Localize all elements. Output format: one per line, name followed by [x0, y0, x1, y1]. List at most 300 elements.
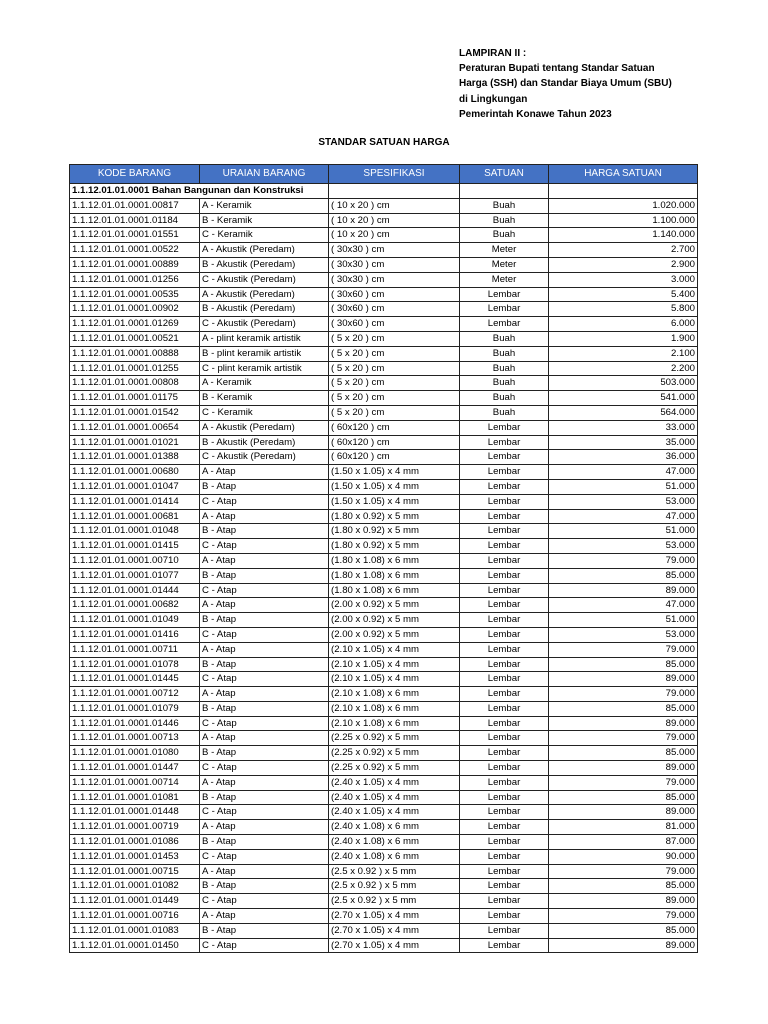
- col-kode-barang: KODE BARANG: [70, 165, 200, 184]
- satuan-cell: Lembar: [460, 909, 549, 924]
- uraian-barang-cell: B - Atap: [200, 613, 329, 628]
- spesifikasi-cell: (2.25 x 0.92) x 5 mm: [329, 731, 460, 746]
- kode-barang-cell: 1.1.12.01.01.0001.00808: [70, 376, 200, 391]
- table-row: [70, 450, 698, 465]
- uraian-barang-cell: A - Atap: [200, 687, 329, 702]
- table-row: [70, 746, 698, 761]
- kode-barang-cell: 1.1.12.01.01.0001.01542: [70, 405, 200, 420]
- spesifikasi-cell: (2.40 x 1.05) x 4 mm: [329, 805, 460, 820]
- satuan-cell: Lembar: [460, 731, 549, 746]
- harga-satuan-cell: 51.000: [549, 524, 698, 539]
- spesifikasi-cell: ( 10 x 20 ) cm: [329, 213, 460, 228]
- kode-barang-cell: 1.1.12.01.01.0001.01255: [70, 361, 200, 376]
- kode-barang-cell: 1.1.12.01.01.0001.00521: [70, 331, 200, 346]
- kode-barang-cell: 1.1.12.01.01.0001.00715: [70, 864, 200, 879]
- harga-satuan-cell: 85.000: [549, 746, 698, 761]
- satuan-cell: Lembar: [460, 938, 549, 953]
- kode-barang-cell: 1.1.12.01.01.0001.01049: [70, 613, 200, 628]
- uraian-barang-cell: C - Atap: [200, 494, 329, 509]
- spesifikasi-cell: (2.10 x 1.08) x 6 mm: [329, 716, 460, 731]
- satuan-cell: Buah: [460, 391, 549, 406]
- satuan-cell: Meter: [460, 257, 549, 272]
- kode-barang-cell: 1.1.12.01.01.0001.00681: [70, 509, 200, 524]
- uraian-barang-cell: C - Atap: [200, 805, 329, 820]
- uraian-barang-cell: C - Atap: [200, 849, 329, 864]
- spesifikasi-cell: (2.10 x 1.08) x 6 mm: [329, 687, 460, 702]
- harga-satuan-cell: 85.000: [549, 879, 698, 894]
- spesifikasi-cell: (2.70 x 1.05) x 4 mm: [329, 909, 460, 924]
- table-row: [70, 775, 698, 790]
- satuan-cell: Lembar: [460, 524, 549, 539]
- uraian-barang-cell: C - Akustik (Peredam): [200, 450, 329, 465]
- harga-satuan-cell: 36.000: [549, 450, 698, 465]
- spesifikasi-cell: (2.5 x 0.92 ) x 5 mm: [329, 894, 460, 909]
- uraian-barang-cell: A - Keramik: [200, 376, 329, 391]
- regulation-line-1: Peraturan Bupati tentang Standar Satuan: [459, 63, 655, 75]
- harga-satuan-cell: 89.000: [549, 583, 698, 598]
- table-row: [70, 213, 698, 228]
- uraian-barang-cell: A - Atap: [200, 465, 329, 480]
- harga-satuan-cell: 79.000: [549, 864, 698, 879]
- spesifikasi-cell: (2.5 x 0.92 ) x 5 mm: [329, 879, 460, 894]
- harga-satuan-cell: 79.000: [549, 909, 698, 924]
- kode-barang-cell: 1.1.12.01.01.0001.01448: [70, 805, 200, 820]
- kode-barang-cell: 1.1.12.01.01.0001.00680: [70, 465, 200, 480]
- harga-satuan-cell: 85.000: [549, 568, 698, 583]
- harga-satuan-cell: 89.000: [549, 894, 698, 909]
- harga-satuan-cell: 79.000: [549, 731, 698, 746]
- uraian-barang-cell: A - Atap: [200, 909, 329, 924]
- uraian-barang-cell: C - plint keramik artistik: [200, 361, 329, 376]
- kode-barang-cell: 1.1.12.01.01.0001.01077: [70, 568, 200, 583]
- table-row: [70, 287, 698, 302]
- table-row: [70, 583, 698, 598]
- table-row: [70, 435, 698, 450]
- satuan-cell: Buah: [460, 213, 549, 228]
- harga-satuan-cell: 47.000: [549, 465, 698, 480]
- table-row: [70, 657, 698, 672]
- satuan-cell: Lembar: [460, 435, 549, 450]
- uraian-barang-cell: A - Atap: [200, 598, 329, 613]
- table-row: [70, 361, 698, 376]
- table-row: [70, 701, 698, 716]
- page-title: STANDAR SATUAN HARGA: [318, 137, 450, 148]
- satuan-cell: Meter: [460, 243, 549, 258]
- uraian-barang-cell: B - Atap: [200, 568, 329, 583]
- spesifikasi-cell: (1.50 x 1.05) x 4 mm: [329, 479, 460, 494]
- table-row: [70, 494, 698, 509]
- spesifikasi-cell: ( 30x30 ) cm: [329, 243, 460, 258]
- spesifikasi-cell: (2.40 x 1.08) x 6 mm: [329, 820, 460, 835]
- harga-satuan-cell: 53.000: [549, 627, 698, 642]
- spesifikasi-cell: ( 5 x 20 ) cm: [329, 391, 460, 406]
- harga-satuan-cell: 541.000: [549, 391, 698, 406]
- satuan-cell: Lembar: [460, 805, 549, 820]
- satuan-cell: Lembar: [460, 790, 549, 805]
- uraian-barang-cell: C - Akustik (Peredam): [200, 317, 329, 332]
- spesifikasi-cell: (1.50 x 1.05) x 4 mm: [329, 465, 460, 480]
- satuan-cell: Lembar: [460, 509, 549, 524]
- table-row: [70, 257, 698, 272]
- kode-barang-cell: 1.1.12.01.01.0001.01256: [70, 272, 200, 287]
- uraian-barang-cell: A - plint keramik artistik: [200, 331, 329, 346]
- uraian-barang-cell: B - Atap: [200, 524, 329, 539]
- kode-barang-cell: 1.1.12.01.01.0001.01453: [70, 849, 200, 864]
- kode-barang-cell: 1.1.12.01.01.0001.01446: [70, 716, 200, 731]
- spesifikasi-cell: ( 5 x 20 ) cm: [329, 376, 460, 391]
- uraian-barang-cell: A - Atap: [200, 864, 329, 879]
- harga-satuan-cell: 89.000: [549, 761, 698, 776]
- spesifikasi-cell: (2.10 x 1.08) x 6 mm: [329, 701, 460, 716]
- satuan-cell: Lembar: [460, 583, 549, 598]
- spesifikasi-cell: ( 30x60 ) cm: [329, 317, 460, 332]
- harga-satuan-cell: 87.000: [549, 835, 698, 850]
- group-empty-cell: [329, 184, 460, 199]
- harga-satuan-cell: 51.000: [549, 613, 698, 628]
- harga-satuan-cell: 47.000: [549, 598, 698, 613]
- satuan-cell: Lembar: [460, 302, 549, 317]
- harga-satuan-cell: 53.000: [549, 539, 698, 554]
- satuan-cell: Lembar: [460, 598, 549, 613]
- satuan-cell: Buah: [460, 198, 549, 213]
- harga-satuan-cell: 6.000: [549, 317, 698, 332]
- satuan-cell: Lembar: [460, 761, 549, 776]
- table-row: [70, 731, 698, 746]
- harga-satuan-cell: 1.020.000: [549, 198, 698, 213]
- harga-satuan-cell: 89.000: [549, 805, 698, 820]
- table-row: [70, 568, 698, 583]
- harga-satuan-cell: 85.000: [549, 923, 698, 938]
- harga-satuan-cell: 79.000: [549, 775, 698, 790]
- satuan-cell: Lembar: [460, 701, 549, 716]
- table-row: [70, 909, 698, 924]
- uraian-barang-cell: B - Akustik (Peredam): [200, 435, 329, 450]
- kode-barang-cell: 1.1.12.01.01.0001.01048: [70, 524, 200, 539]
- group-label: 1.1.12.01.01.0001 Bahan Bangunan dan Konstruksi: [70, 184, 329, 199]
- table-row: [70, 879, 698, 894]
- kode-barang-cell: 1.1.12.01.01.0001.01445: [70, 672, 200, 687]
- col-harga-satuan: HARGA SATUAN: [549, 165, 698, 184]
- spesifikasi-cell: ( 5 x 20 ) cm: [329, 346, 460, 361]
- satuan-cell: Buah: [460, 228, 549, 243]
- spesifikasi-cell: (2.40 x 1.05) x 4 mm: [329, 775, 460, 790]
- kode-barang-cell: 1.1.12.01.01.0001.00682: [70, 598, 200, 613]
- kode-barang-cell: 1.1.12.01.01.0001.00712: [70, 687, 200, 702]
- harga-satuan-cell: 51.000: [549, 479, 698, 494]
- table-row: [70, 228, 698, 243]
- spesifikasi-cell: ( 30x30 ) cm: [329, 257, 460, 272]
- satuan-cell: Lembar: [460, 479, 549, 494]
- satuan-cell: Lembar: [460, 317, 549, 332]
- spesifikasi-cell: (2.10 x 1.05) x 4 mm: [329, 642, 460, 657]
- harga-satuan-cell: 79.000: [549, 687, 698, 702]
- kode-barang-cell: 1.1.12.01.01.0001.01269: [70, 317, 200, 332]
- satuan-cell: Lembar: [460, 420, 549, 435]
- uraian-barang-cell: C - Atap: [200, 938, 329, 953]
- uraian-barang-cell: A - Akustik (Peredam): [200, 243, 329, 258]
- spesifikasi-cell: (2.40 x 1.08) x 6 mm: [329, 849, 460, 864]
- spesifikasi-cell: (2.5 x 0.92 ) x 5 mm: [329, 864, 460, 879]
- spesifikasi-cell: (2.25 x 0.92) x 5 mm: [329, 746, 460, 761]
- spesifikasi-cell: (1.80 x 0.92) x 5 mm: [329, 509, 460, 524]
- satuan-cell: Lembar: [460, 642, 549, 657]
- kode-barang-cell: 1.1.12.01.01.0001.01086: [70, 835, 200, 850]
- col-satuan: SATUAN: [460, 165, 549, 184]
- regulation-line-2: Harga (SSH) dan Standar Biaya Umum (SBU): [459, 78, 672, 90]
- harga-satuan-cell: 90.000: [549, 849, 698, 864]
- harga-satuan-cell: 85.000: [549, 701, 698, 716]
- harga-satuan-cell: 89.000: [549, 672, 698, 687]
- spesifikasi-cell: ( 5 x 20 ) cm: [329, 331, 460, 346]
- table-row: [70, 849, 698, 864]
- kode-barang-cell: 1.1.12.01.01.0001.01081: [70, 790, 200, 805]
- table-row: [70, 627, 698, 642]
- satuan-cell: Lembar: [460, 835, 549, 850]
- kode-barang-cell: 1.1.12.01.01.0001.00889: [70, 257, 200, 272]
- kode-barang-cell: 1.1.12.01.01.0001.01047: [70, 479, 200, 494]
- kode-barang-cell: 1.1.12.01.01.0001.01082: [70, 879, 200, 894]
- regulation-line-4: Pemerintah Konawe Tahun 2023: [459, 108, 612, 120]
- uraian-barang-cell: A - Akustik (Peredam): [200, 287, 329, 302]
- spesifikasi-cell: (2.00 x 0.92) x 5 mm: [329, 613, 460, 628]
- table-row: [70, 346, 698, 361]
- uraian-barang-cell: C - Atap: [200, 539, 329, 554]
- table-row: [70, 835, 698, 850]
- harga-satuan-cell: 2.700: [549, 243, 698, 258]
- kode-barang-cell: 1.1.12.01.01.0001.01080: [70, 746, 200, 761]
- uraian-barang-cell: C - Atap: [200, 672, 329, 687]
- spesifikasi-cell: (1.80 x 0.92) x 5 mm: [329, 539, 460, 554]
- spesifikasi-cell: (2.00 x 0.92) x 5 mm: [329, 627, 460, 642]
- table-row: [70, 331, 698, 346]
- harga-satuan-cell: 85.000: [549, 657, 698, 672]
- spesifikasi-cell: (2.70 x 1.05) x 4 mm: [329, 923, 460, 938]
- uraian-barang-cell: B - Atap: [200, 657, 329, 672]
- satuan-cell: Lembar: [460, 568, 549, 583]
- kode-barang-cell: 1.1.12.01.01.0001.00714: [70, 775, 200, 790]
- satuan-cell: Lembar: [460, 627, 549, 642]
- uraian-barang-cell: A - Atap: [200, 775, 329, 790]
- uraian-barang-cell: B - Atap: [200, 790, 329, 805]
- spesifikasi-cell: (2.40 x 1.08) x 6 mm: [329, 835, 460, 850]
- spesifikasi-cell: ( 10 x 20 ) cm: [329, 228, 460, 243]
- appendix-label: LAMPIRAN II :: [459, 48, 527, 59]
- kode-barang-cell: 1.1.12.01.01.0001.01078: [70, 657, 200, 672]
- uraian-barang-cell: C - Keramik: [200, 405, 329, 420]
- uraian-barang-cell: A - Atap: [200, 731, 329, 746]
- satuan-cell: Lembar: [460, 687, 549, 702]
- kode-barang-cell: 1.1.12.01.01.0001.00713: [70, 731, 200, 746]
- table-row: [70, 716, 698, 731]
- kode-barang-cell: 1.1.12.01.01.0001.01175: [70, 391, 200, 406]
- satuan-cell: Lembar: [460, 539, 549, 554]
- uraian-barang-cell: A - Akustik (Peredam): [200, 420, 329, 435]
- table-row: [70, 465, 698, 480]
- kode-barang-cell: 1.1.12.01.01.0001.01414: [70, 494, 200, 509]
- uraian-barang-cell: A - Keramik: [200, 198, 329, 213]
- table-row: [70, 687, 698, 702]
- harga-satuan-cell: 33.000: [549, 420, 698, 435]
- table-row: [70, 938, 698, 953]
- group-empty-cell: [549, 184, 698, 199]
- harga-satuan-cell: 2.900: [549, 257, 698, 272]
- uraian-barang-cell: B - Keramik: [200, 391, 329, 406]
- table-row: [70, 894, 698, 909]
- uraian-barang-cell: A - Atap: [200, 509, 329, 524]
- uraian-barang-cell: C - Atap: [200, 894, 329, 909]
- spesifikasi-cell: (1.80 x 1.08) x 6 mm: [329, 553, 460, 568]
- table-header-row: [70, 165, 698, 184]
- harga-satuan-cell: 79.000: [549, 642, 698, 657]
- kode-barang-cell: 1.1.12.01.01.0001.00522: [70, 243, 200, 258]
- uraian-barang-cell: B - Atap: [200, 746, 329, 761]
- table-row: [70, 761, 698, 776]
- kode-barang-cell: 1.1.12.01.01.0001.01447: [70, 761, 200, 776]
- spesifikasi-cell: ( 10 x 20 ) cm: [329, 198, 460, 213]
- satuan-cell: Lembar: [460, 613, 549, 628]
- uraian-barang-cell: B - Atap: [200, 479, 329, 494]
- spesifikasi-cell: (2.10 x 1.05) x 4 mm: [329, 672, 460, 687]
- group-empty-cell: [460, 184, 549, 199]
- satuan-cell: Lembar: [460, 775, 549, 790]
- kode-barang-cell: 1.1.12.01.01.0001.01388: [70, 450, 200, 465]
- kode-barang-cell: 1.1.12.01.01.0001.01444: [70, 583, 200, 598]
- table-row: [70, 391, 698, 406]
- regulation-line-3: di Lingkungan: [459, 93, 528, 105]
- table-row: [70, 805, 698, 820]
- satuan-cell: Lembar: [460, 287, 549, 302]
- kode-barang-cell: 1.1.12.01.01.0001.01184: [70, 213, 200, 228]
- spesifikasi-cell: (1.80 x 1.08) x 6 mm: [329, 583, 460, 598]
- harga-satuan-cell: 79.000: [549, 553, 698, 568]
- harga-satuan-cell: 81.000: [549, 820, 698, 835]
- uraian-barang-cell: C - Akustik (Peredam): [200, 272, 329, 287]
- table-row: [70, 598, 698, 613]
- kode-barang-cell: 1.1.12.01.01.0001.01083: [70, 923, 200, 938]
- satuan-cell: Lembar: [460, 746, 549, 761]
- uraian-barang-cell: A - Atap: [200, 642, 329, 657]
- kode-barang-cell: 1.1.12.01.01.0001.01450: [70, 938, 200, 953]
- harga-satuan-cell: 89.000: [549, 716, 698, 731]
- harga-satuan-cell: 47.000: [549, 509, 698, 524]
- harga-satuan-cell: 2.100: [549, 346, 698, 361]
- harga-satuan-cell: 35.000: [549, 435, 698, 450]
- satuan-cell: Lembar: [460, 923, 549, 938]
- table-row: [70, 790, 698, 805]
- satuan-cell: Lembar: [460, 657, 549, 672]
- satuan-cell: Lembar: [460, 894, 549, 909]
- harga-satuan-cell: 5.400: [549, 287, 698, 302]
- kode-barang-cell: 1.1.12.01.01.0001.00888: [70, 346, 200, 361]
- group-row: [70, 184, 698, 199]
- uraian-barang-cell: B - plint keramik artistik: [200, 346, 329, 361]
- harga-satuan-cell: 53.000: [549, 494, 698, 509]
- uraian-barang-cell: B - Atap: [200, 701, 329, 716]
- table-row: [70, 923, 698, 938]
- table-row: [70, 672, 698, 687]
- table-row: [70, 317, 698, 332]
- uraian-barang-cell: B - Atap: [200, 879, 329, 894]
- spesifikasi-cell: (2.10 x 1.05) x 4 mm: [329, 657, 460, 672]
- satuan-cell: Buah: [460, 346, 549, 361]
- col-uraian-barang: URAIAN BARANG: [200, 165, 329, 184]
- harga-satuan-cell: 5.800: [549, 302, 698, 317]
- satuan-cell: Lembar: [460, 849, 549, 864]
- kode-barang-cell: 1.1.12.01.01.0001.00654: [70, 420, 200, 435]
- uraian-barang-cell: B - Atap: [200, 835, 329, 850]
- spesifikasi-cell: (2.70 x 1.05) x 4 mm: [329, 938, 460, 953]
- uraian-barang-cell: B - Akustik (Peredam): [200, 257, 329, 272]
- price-table: [69, 164, 698, 953]
- kode-barang-cell: 1.1.12.01.01.0001.01079: [70, 701, 200, 716]
- harga-satuan-cell: 1.100.000: [549, 213, 698, 228]
- uraian-barang-cell: B - Keramik: [200, 213, 329, 228]
- satuan-cell: Buah: [460, 331, 549, 346]
- table-row: [70, 553, 698, 568]
- satuan-cell: Lembar: [460, 864, 549, 879]
- spesifikasi-cell: (2.25 x 0.92) x 5 mm: [329, 761, 460, 776]
- col-spesifikasi: SPESIFIKASI: [329, 165, 460, 184]
- spesifikasi-cell: ( 30x30 ) cm: [329, 272, 460, 287]
- satuan-cell: Buah: [460, 405, 549, 420]
- satuan-cell: Lembar: [460, 450, 549, 465]
- harga-satuan-cell: 89.000: [549, 938, 698, 953]
- appendix-header: [459, 46, 759, 122]
- spesifikasi-cell: ( 60x120 ) cm: [329, 450, 460, 465]
- spesifikasi-cell: (1.80 x 0.92) x 5 mm: [329, 524, 460, 539]
- harga-satuan-cell: 85.000: [549, 790, 698, 805]
- satuan-cell: Buah: [460, 376, 549, 391]
- table-row: [70, 243, 698, 258]
- table-row: [70, 272, 698, 287]
- table-row: [70, 198, 698, 213]
- spesifikasi-cell: (1.50 x 1.05) x 4 mm: [329, 494, 460, 509]
- uraian-barang-cell: B - Atap: [200, 923, 329, 938]
- table-row: [70, 302, 698, 317]
- kode-barang-cell: 1.1.12.01.01.0001.01415: [70, 539, 200, 554]
- uraian-barang-cell: C - Atap: [200, 761, 329, 776]
- table-row: [70, 524, 698, 539]
- table-row: [70, 420, 698, 435]
- table-row: [70, 509, 698, 524]
- kode-barang-cell: 1.1.12.01.01.0001.00902: [70, 302, 200, 317]
- satuan-cell: Lembar: [460, 553, 549, 568]
- uraian-barang-cell: A - Atap: [200, 553, 329, 568]
- satuan-cell: Lembar: [460, 465, 549, 480]
- table-row: [70, 539, 698, 554]
- kode-barang-cell: 1.1.12.01.01.0001.00716: [70, 909, 200, 924]
- uraian-barang-cell: A - Atap: [200, 820, 329, 835]
- harga-satuan-cell: 1.140.000: [549, 228, 698, 243]
- satuan-cell: Meter: [460, 272, 549, 287]
- uraian-barang-cell: C - Atap: [200, 627, 329, 642]
- satuan-cell: Lembar: [460, 820, 549, 835]
- kode-barang-cell: 1.1.12.01.01.0001.01416: [70, 627, 200, 642]
- satuan-cell: Lembar: [460, 672, 549, 687]
- table-row: [70, 405, 698, 420]
- spesifikasi-cell: ( 5 x 20 ) cm: [329, 361, 460, 376]
- uraian-barang-cell: C - Keramik: [200, 228, 329, 243]
- harga-satuan-cell: 503.000: [549, 376, 698, 391]
- harga-satuan-cell: 3.000: [549, 272, 698, 287]
- satuan-cell: Lembar: [460, 716, 549, 731]
- table-row: [70, 613, 698, 628]
- kode-barang-cell: 1.1.12.01.01.0001.00711: [70, 642, 200, 657]
- harga-satuan-cell: 2.200: [549, 361, 698, 376]
- kode-barang-cell: 1.1.12.01.01.0001.01551: [70, 228, 200, 243]
- kode-barang-cell: 1.1.12.01.01.0001.01449: [70, 894, 200, 909]
- spesifikasi-cell: ( 30x60 ) cm: [329, 287, 460, 302]
